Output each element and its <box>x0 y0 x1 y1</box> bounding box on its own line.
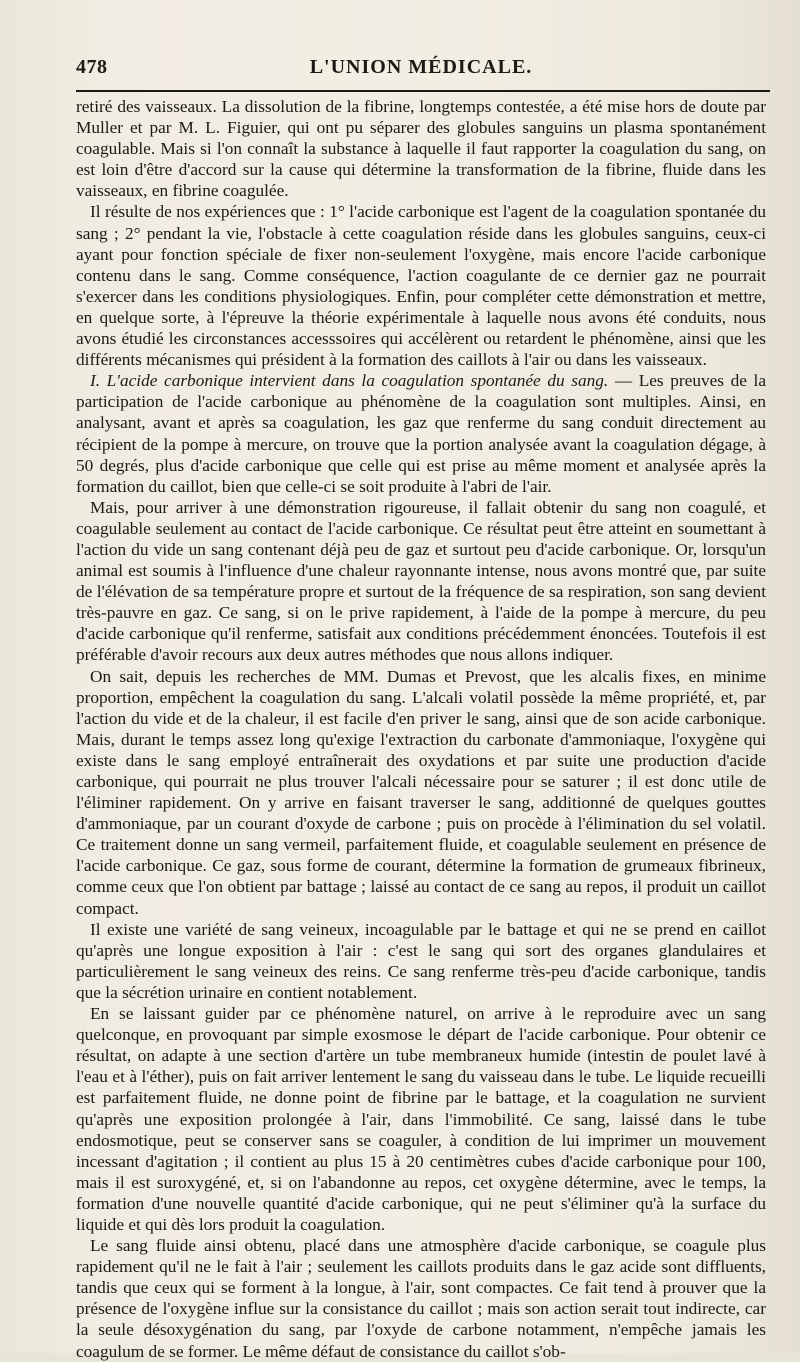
article-body <box>76 96 766 1362</box>
paragraph-2: Il résulte de nos expériences que : 1° l'acide carbonique est l'agent de la coagulation spontanée du sang ; 2° pendant la vie, l'obstacle à cette coagulation réside dans les globules sanguins, ceux-ci ayant pour fonction spéciale de fixer non-seulement l'oxygène, mais encore l'acide carbonique contenu dans le sang. Comme conséquence, l'action coagulante de ce dernier gaz ne pourrait s'exercer dans les conditions physiologiques. Enfin, pour compléter cette démonstration et mettre, en quelque sorte, à l'épreuve la théorie expérimentale à laquelle nous avons été conduits, nous avons étudié les circonstances accesssoires qui accélèrent ou retardent le phénomène, ainsi que les différents mécanismes qui président à la formation des caillots à l'air ou dans les vaisseaux. <box>76 202 766 370</box>
paragraph-3-text: — Les preuves de la participation de l'acide carbonique au phénomène de la coagulation sont multiples. Ainsi, en analysant, avant et après sa coagulation, les gaz que renferme du sang conduit directement au récipient de la pompe à mercure, on trouve que la portion analysée avant la coagulation dégage, à 50 degrés, plus d'acide carbonique que celle qui est prise au même moment et analysée après la formation du caillot, bien que celle-ci se soit produite à l'abri de l'air. <box>76 371 767 496</box>
paragraph-5: On sait, depuis les recherches de MM. Dumas et Prevost, que les alcalis fixes, en minime proportion, empêchent la coagulation du sang. L'alcali volatil possède la même propriété, et, par l'action du vide et de la chaleur, il est facile d'en priver le sang, ainsi que de son acide carbonique. Mais, durant le temps assez long qu'exige l'extraction du carbonate d'ammoniaque, l'oxygène qui existe dans le sang employé entraînerait des oxydations et par suite une production d'acide carbonique, qui pourrait ne plus trouver l'alcali nécessaire pour se saturer ; il est donc utile de l'éliminer rapidement. On y arrive en faisant traverser le sang, additionné de quelques gouttes d'ammoniaque, par un courant d'oxyde de carbone ; puis on procède à l'élimination du sel volatil. Ce traitement donne un sang vermeil, parfaitement fluide, et coagulable seulement en présence de l'acide carbonique. Ce gaz, sous forme de courant, détermine la formation de grumeaux fibrineux, comme ceux que l'on obtient par battage ; laissé au contact de ce sang au repos, il produit un caillot compact. <box>76 666 766 918</box>
paragraph-3 <box>76 370 766 497</box>
paragraph-1: retiré des vaisseaux. La dissolution de la fibrine, longtemps contestée, a été mise hors de doute par Muller et par M. L. Figuier, qui ont pu séparer des globules sanguins un plasma spontanément coagulable. Mais si l'on connaît la substance à laquelle il faut rapporter la coagulation du sang, on est loin d'être d'accord sur la cause qui détermine la transformation de la fibrine, fluide dans les vaisseaux, en fibrine coagulée. <box>76 97 766 201</box>
section-heading: I. L'acide carbonique intervient dans la coagulation spontanée du sang. <box>90 371 609 391</box>
page-number: 478 <box>76 56 108 78</box>
header-rule <box>76 90 770 92</box>
paragraph-8: Le sang fluide ainsi obtenu, placé dans une atmosphère d'acide carbonique, se coagule plus rapidement qu'il ne le fait à l'air ; seulement les caillots produits dans le gaz acide sont diffluents, tandis que ceux qui se forment à la longue, à l'air, sont compactes. Ce fait tend à prouver que la présence de l'oxygène influe sur la consistance du caillot ; mais son action serait tout indirecte, car la seule désoxygénation du sang, par l'oxyde de carbone notamment, n'empêche jamais les coagulum de se former. Le même défaut de consistance du caillot s'ob- <box>76 1236 766 1361</box>
paragraph-7: En se laissant guider par ce phénomène naturel, on arrive à le reproduire avec un sang quelconque, en provoquant par simple exosmose le départ de l'acide carbonique. Pour obtenir ce résultat, on adapte à une section d'artère un tube membraneux humide (intestin de poulet lavé à l'eau et à l'éther), puis on fait arriver lentement le sang du vaisseau dans le tube. Le liquide recueilli est parfaitement fluide, ne donne point de fibrine par le battage, et la coagulation ne survient qu'après une exposition prolongée à l'air, dans l'immobilité. Ce sang, laissé dans le tube endosmotique, peut se conserver sans se coaguler, à condition de lui imprimer un mouvement incessant d'agitation ; il contient au plus 15 à 20 centimètres cubes d'acide carbonique pour 100, mais il est suroxygéné, et, si on l'abandonne au repos, cet oxygène détermine, avec le temps, la formation d'une nouvelle quantité d'acide carbonique, qui ne peut s'éliminer qu'à la surface du liquide et qui dès lors produit la coagulation. <box>76 1004 766 1234</box>
page-header <box>76 56 766 86</box>
paragraph-6: Il existe une variété de sang veineux, incoagulable par le battage et qui ne se prend en caillot qu'après une longue exposition à l'air : c'est le sang qui sort des organes glandulaires et particulièrement le sang veineux des reins. Ce sang renferme très-peu d'acide carbonique, tandis que la sécrétion urinaire en contient notablement. <box>76 919 766 1002</box>
paragraph-4: Mais, pour arriver à une démonstration rigoureuse, il fallait obtenir du sang non coagulé, et coagulable seulement au contact de l'acide carbonique. Ce résultat peut être atteint en soumettant à l'action du vide un sang contenant déjà peu de gaz et surtout peu d'acide carbonique. Or, lorsqu'un animal est soumis à l'influence d'une chaleur rayonnante intense, nous avons montré que, par suite de l'élévation de sa température propre et surtout de la fréquence de sa respiration, son sang devient très-pauvre en gaz. Ce sang, si on le prive rapidement, à l'aide de la pompe à mercure, du peu d'acide carbonique qu'il renferme, satisfait aux conditions précédemment énoncées. Toutefois il est préférable d'avoir recours aux deux autres méthodes que nous allons indiquer. <box>76 497 766 665</box>
running-title: L'UNION MÉDICALE. <box>309 56 533 78</box>
